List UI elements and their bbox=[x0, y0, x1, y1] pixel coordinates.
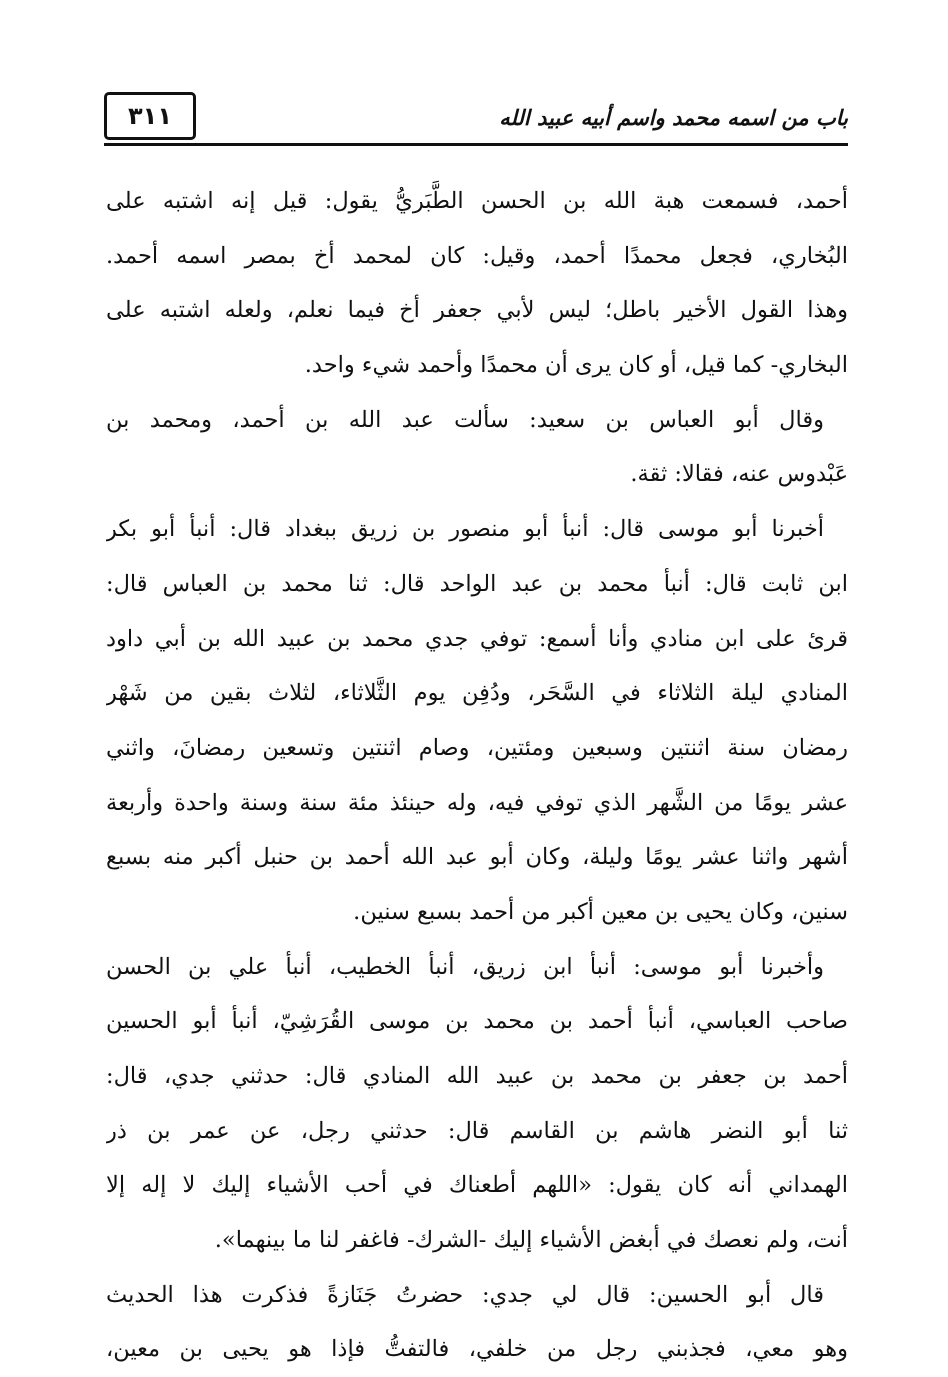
text-line: الهمداني أنه كان يقول: «اللهم أطعناك في أحب الأشياء إليك لا إله إلا bbox=[106, 1172, 848, 1199]
text-line: قرئ على ابن منادي وأنا أسمع: توفي جدي محمد بن عبيد الله بن أبي داود bbox=[106, 625, 848, 652]
text-line: عشر يومًا من الشَّهر الذي توفي فيه، وله حينئذ مئة سنة وسنة واحدة وأربعة bbox=[106, 789, 848, 816]
text-line: ابن ثابت قال: أنبأ محمد بن عبد الواحد قال: ثنا محمد بن العباس قال: bbox=[106, 570, 848, 597]
page-header bbox=[104, 88, 848, 156]
text-line: البخاري- كما قيل، أو كان يرى أن محمدًا وأحمد شيء واحد. bbox=[304, 352, 848, 379]
text-line: سنين، وكان يحيى بن معين أكبر من أحمد بسبع سنين. bbox=[353, 898, 848, 925]
text-line: صاحب العباسي، أنبأ أحمد بن محمد بن موسى القُرَشِيّ، أنبأ أبو الحسين bbox=[106, 1008, 848, 1035]
text-line: وقال أبو العباس بن سعيد: سألت عبد الله بن أحمد، ومحمد بن bbox=[106, 406, 824, 433]
text-line: عَبْدوس عنه، فقالا: ثقة. bbox=[630, 461, 848, 488]
text-line: أحمد بن جعفر بن محمد بن عبيد الله المنادي قال: حدثني جدي، قال: bbox=[106, 1063, 848, 1089]
text-line: قال أبو الحسين: قال لي جدي: حضرتُ جَنَازةً فذكرت هذا الحديث bbox=[106, 1281, 824, 1308]
text-line: أشهر واثنا عشر يومًا وليلة، وكان أبو عبد الله أحمد بن حنبل أكبر منه بسبع bbox=[106, 844, 848, 871]
text-line: أخبرنا أبو موسى قال: أنبأ أبو منصور بن زريق ببغداد قال: أنبأ أبو بكر bbox=[106, 516, 824, 543]
text-line: وأخبرنا أبو موسى: أنبأ ابن زريق، أنبأ الخطيب، أنبأ علي بن الحسن bbox=[106, 953, 824, 980]
text-line: البُخاري، فجعل محمدًا أحمد، وقيل: كان لمحمد أخ بمصر اسمه أحمد. bbox=[106, 242, 848, 269]
text-line: رمضان سنة اثنتين وسبعين ومئتين، وصام اثنتين وتسعين رمضانَ، واثني bbox=[106, 734, 848, 761]
page-number: ٣١١ bbox=[104, 92, 196, 140]
text-line: وهو معي، فجذبني رجل من خلفي، فالتفتُّ فإذا هو يحيى بن معين، bbox=[106, 1336, 848, 1363]
text-line: وهذا القول الأخير باطل؛ ليس لأبي جعفر أخ فيما نعلم، ولعله اشتبه على bbox=[106, 297, 848, 324]
text-line: ثنا أبو النضر هاشم بن القاسم قال: حدثني رجل، عن عمر بن ذر bbox=[106, 1117, 848, 1144]
text-line: المنادي ليلة الثلاثاء في السَّحَر، ودُفِن يوم الثَّلاثاء، لثلاث بقين من شَهْر bbox=[106, 680, 848, 707]
header-rule bbox=[104, 143, 848, 146]
text-line: أحمد، فسمعت هبة الله بن الحسن الطَّبَريُّ يقول: قيل إنه اشتبه على bbox=[106, 188, 848, 214]
body-text bbox=[106, 174, 848, 1377]
running-title: باب من اسمه محمد واسم أبيه عبيد الله bbox=[499, 106, 848, 130]
text-line: أنت، ولم نعصك في أبغض الأشياء إليك -الشرك- فاغفر لنا ما بينهما». bbox=[214, 1227, 848, 1254]
